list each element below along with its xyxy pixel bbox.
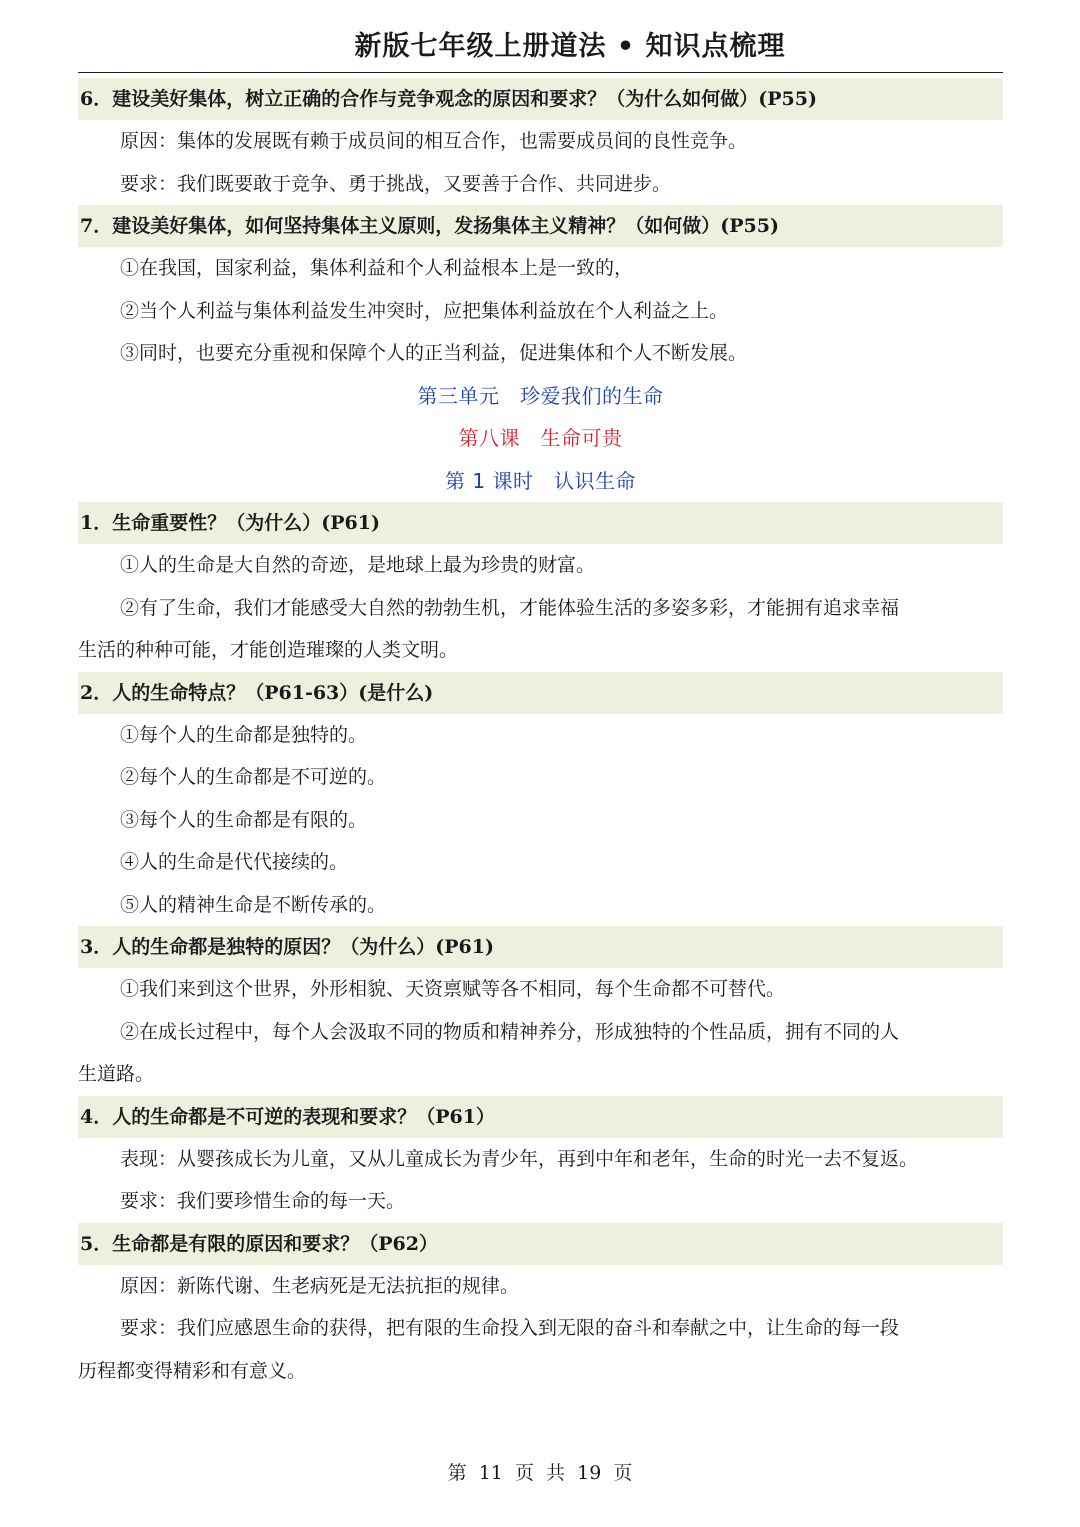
question-heading: 1．生命重要性？（为什么）(P61) <box>78 502 1003 544</box>
page-title: 新版七年级上册道法 • 知识点梳理 <box>354 31 786 62</box>
question-heading: 5．生命都是有限的原因和要求？（P62） <box>78 1223 1003 1265</box>
paragraph-line: ⑤人的精神生命是不断传承的。 <box>120 893 387 916</box>
paragraph-line: ③每个人的生命都是有限的。 <box>120 808 368 831</box>
paragraph-line: ④人的生命是代代接续的。 <box>120 851 349 873</box>
paragraph-continuation: 生道路。 <box>78 1063 155 1085</box>
section-heading: 第三单元 珍爱我们的生命 <box>417 383 664 408</box>
paragraph-line: 要求：我们既要敢于竞争、勇于挑战，又要善于合作、共同进步。 <box>120 172 672 195</box>
paragraph-line: 原因：集体的发展既有赖于成员间的相互合作，也需要成员间的良性竞争。 <box>120 130 748 152</box>
document-body <box>78 78 1003 1392</box>
paragraph-line: 要求：我们要珍惜生命的每一天。 <box>120 1190 406 1212</box>
title-divider <box>78 72 1003 73</box>
question-heading: 2．人的生命特点？（P61-63）(是什么) <box>78 672 1003 714</box>
paragraph-line: ③同时，也要充分重视和保障个人的正当利益，促进集体和个人不断发展。 <box>120 342 748 364</box>
paragraph-line: 要求：我们应感恩生命的获得，把有限的生命投入到无限的奋斗和奉献之中，让生命的每一段 <box>120 1317 900 1339</box>
question-heading: 6．建设美好集体，树立正确的合作与竞争观念的原因和要求？（为什么如何做）(P55) <box>78 78 1003 120</box>
paragraph-line: ②有了生命，我们才能感受大自然的勃勃生机，才能体验生活的多姿多彩，才能拥有追求幸福 <box>120 596 900 619</box>
page-footer: 第 11 页 共 19 页 <box>447 1462 633 1484</box>
paragraph-line: ①人的生命是大自然的奇迹，是地球上最为珍贵的财富。 <box>120 554 596 576</box>
paragraph-line: ②在成长过程中，每个人会汲取不同的物质和精神养分，形成独特的个性品质，拥有不同的人 <box>120 1020 900 1043</box>
paragraph-line: ①我们来到这个世界，外形相貌、天资禀赋等各不相同，每个生命都不可替代。 <box>120 978 786 1000</box>
question-heading: 3．人的生命都是独特的原因？（为什么）(P61) <box>78 926 1003 968</box>
paragraph-line: ②每个人的生命都是不可逆的。 <box>120 766 387 788</box>
paragraph-continuation: 历程都变得精彩和有意义。 <box>78 1359 307 1382</box>
section-heading: 第八课 生命可贵 <box>458 426 623 450</box>
paragraph-line: ①在我国，国家利益，集体利益和个人利益根本上是一致的， <box>120 257 634 279</box>
paragraph-line: ①每个人的生命都是独特的。 <box>120 723 368 746</box>
question-heading: 4．人的生命都是不可逆的表现和要求？（P61） <box>78 1096 1003 1138</box>
paragraph-continuation: 生活的种种可能，才能创造璀璨的人类文明。 <box>78 639 459 661</box>
paragraph-line: ②当个人利益与集体利益发生冲突时，应把集体利益放在个人利益之上。 <box>120 299 729 322</box>
section-heading: 第 1 课时 认识生命 <box>445 468 636 493</box>
paragraph-line: 原因：新陈代谢、生老病死是无法抗拒的规律。 <box>120 1274 520 1297</box>
question-heading: 7．建设美好集体，如何坚持集体主义原则，发扬集体主义精神？（如何做）(P55) <box>78 205 1003 247</box>
paragraph-line: 表现：从婴孩成长为儿童，又从儿童成长为青少年，再到中年和老年，生命的时光一去不复返。 <box>120 1147 919 1170</box>
